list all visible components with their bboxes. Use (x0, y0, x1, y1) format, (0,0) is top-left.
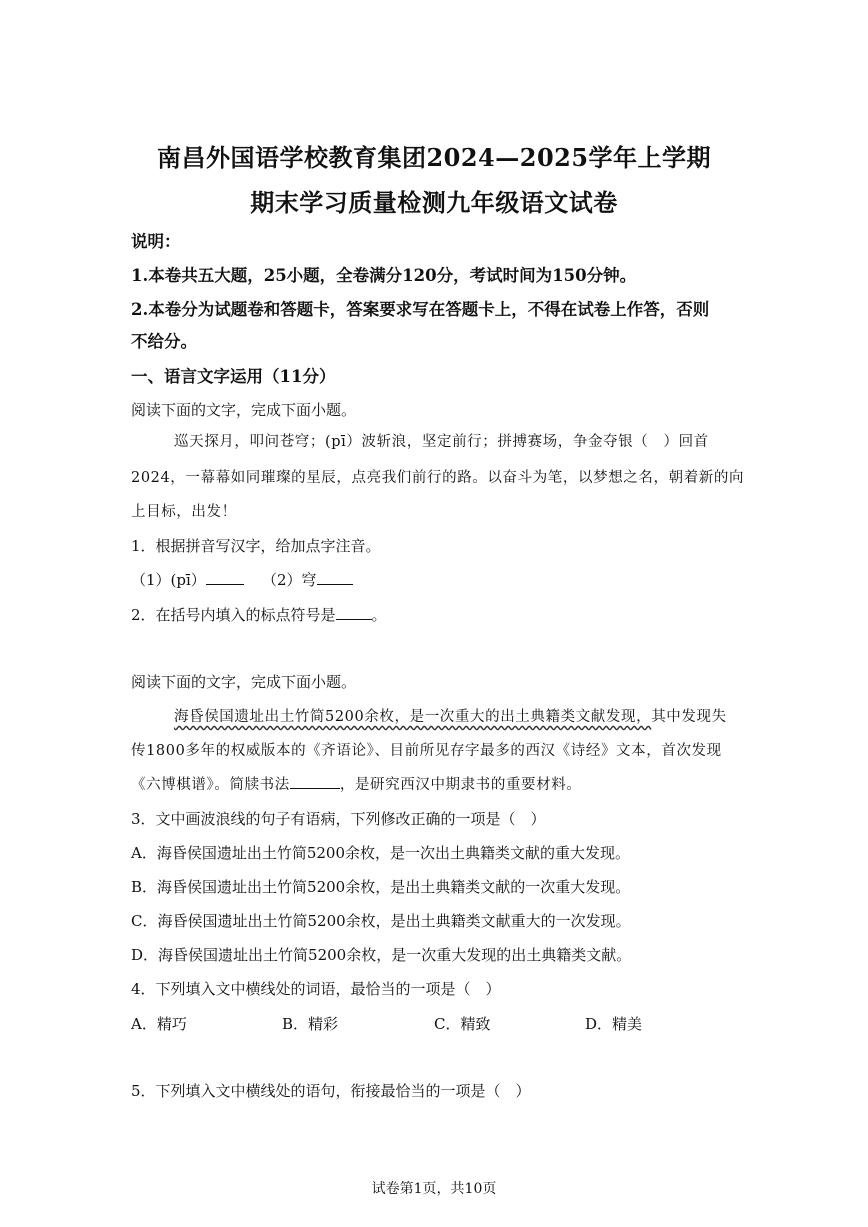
question-4-option-b[interactable]: B．精彩 (282, 1015, 339, 1033)
passage-2-line-1-rest: 其中发现失 (651, 709, 727, 725)
page-footer: 试卷第1页，共10页 (371, 1181, 497, 1197)
question-4-option-d[interactable]: D．精美 (585, 1015, 643, 1033)
passage-1-line-2: 2024，一幕幕如同璀璨的星辰，点亮我们前行的路。以奋斗为笔，以梦想之名，朝着新的向 (131, 470, 745, 486)
reading-intro-2: 阅读下面的文字，完成下面小题。 (131, 673, 357, 691)
passage-1-line-1: 巡天探月，叩问苍穹；(pī）波斩浪，坚定前行；拼搏赛场，争金夺银（ ）回首 (174, 434, 709, 450)
answer-blank-1[interactable] (206, 570, 244, 585)
answer-blank-4[interactable] (290, 774, 340, 789)
exam-title-line1: 南昌外国语学校教育集团2024—2025学年上学期 (156, 143, 712, 172)
question-1-part-2 (262, 569, 353, 590)
question-4-option-a[interactable]: A．精巧 (131, 1015, 187, 1033)
passage-2-line-3b: ，是研究西汉中期隶书的重要材料。 (339, 777, 582, 793)
question-2-end: 。 (371, 606, 387, 624)
note-item-2b: 不给分。 (131, 332, 197, 351)
question-3-option-a[interactable]: A．海昏侯国遗址出土竹简5200余枚，是一次出土典籍类文献的重大发现。 (131, 844, 631, 862)
note-item-1: 1.本卷共五大题，25小题，全卷满分120分，考试时间为150分钟。 (131, 266, 637, 285)
question-4-option-c[interactable]: C．精致 (434, 1015, 491, 1033)
passage-2-line-1 (174, 705, 727, 726)
answer-blank-3[interactable] (336, 605, 372, 620)
question-1-part-1 (131, 569, 244, 590)
passage-1-line-3: 上目标，出发！ (131, 504, 237, 520)
question-3-option-c[interactable]: C．海昏侯国遗址出土竹简5200余枚，是出土典籍类文献重大的一次发现。 (131, 912, 631, 930)
section-heading-1: 一、语言文字运用（11分） (131, 367, 336, 386)
note-label: 说明： (131, 232, 181, 251)
answer-blank-2[interactable] (317, 570, 353, 585)
question-4: 4．下列填入文中横线处的词语，最恰当的一项是（ ） (131, 980, 501, 998)
note-item-2a: 2.本卷分为试题卷和答题卡，答案要求写在答题卡上，不得在试卷上作答，否则 (131, 300, 710, 319)
question-5: 5．下列填入文中横线处的语句，衔接最恰当的一项是（ ） (131, 1082, 531, 1100)
question-3-option-b[interactable]: B．海昏侯国遗址出土竹简5200余枚，是出土典籍类文献的一次重大发现。 (131, 878, 631, 896)
reading-intro-1: 阅读下面的文字，完成下面小题。 (131, 401, 357, 419)
question-1-part-2-label: （2）穹 (262, 571, 317, 589)
question-1-part-1-label: （1）(pī） (131, 571, 206, 589)
question-2-text: 2．在括号内填入的标点符号是 (131, 606, 336, 624)
question-3-option-d[interactable]: D．海昏侯国遗址出土竹简5200余枚，是一次重大发现的出土典籍类文献。 (131, 946, 632, 964)
passage-2-line-3a: 《六博棋谱》。简牍书法 (131, 777, 290, 793)
wavy-underlined-sentence: 海昏侯国遗址出土竹简5200余枚，是一次重大的出土典籍类文献发现， (174, 709, 652, 725)
passage-2-line-2: 传1800多年的权威版本的《齐语论》、目前所见存字最多的西汉《诗经》文本，首次发现 (131, 743, 722, 759)
question-2 (131, 604, 387, 625)
passage-2-line-3 (131, 773, 581, 794)
question-1: 1．根据拼音写汉字，给加点字注音。 (131, 537, 381, 555)
question-3: 3．文中画波浪线的句子有语病，下列修改正确的一项是（ ） (131, 810, 546, 828)
exam-title-line2: 期末学习质量检测九年级语文试卷 (250, 188, 618, 217)
